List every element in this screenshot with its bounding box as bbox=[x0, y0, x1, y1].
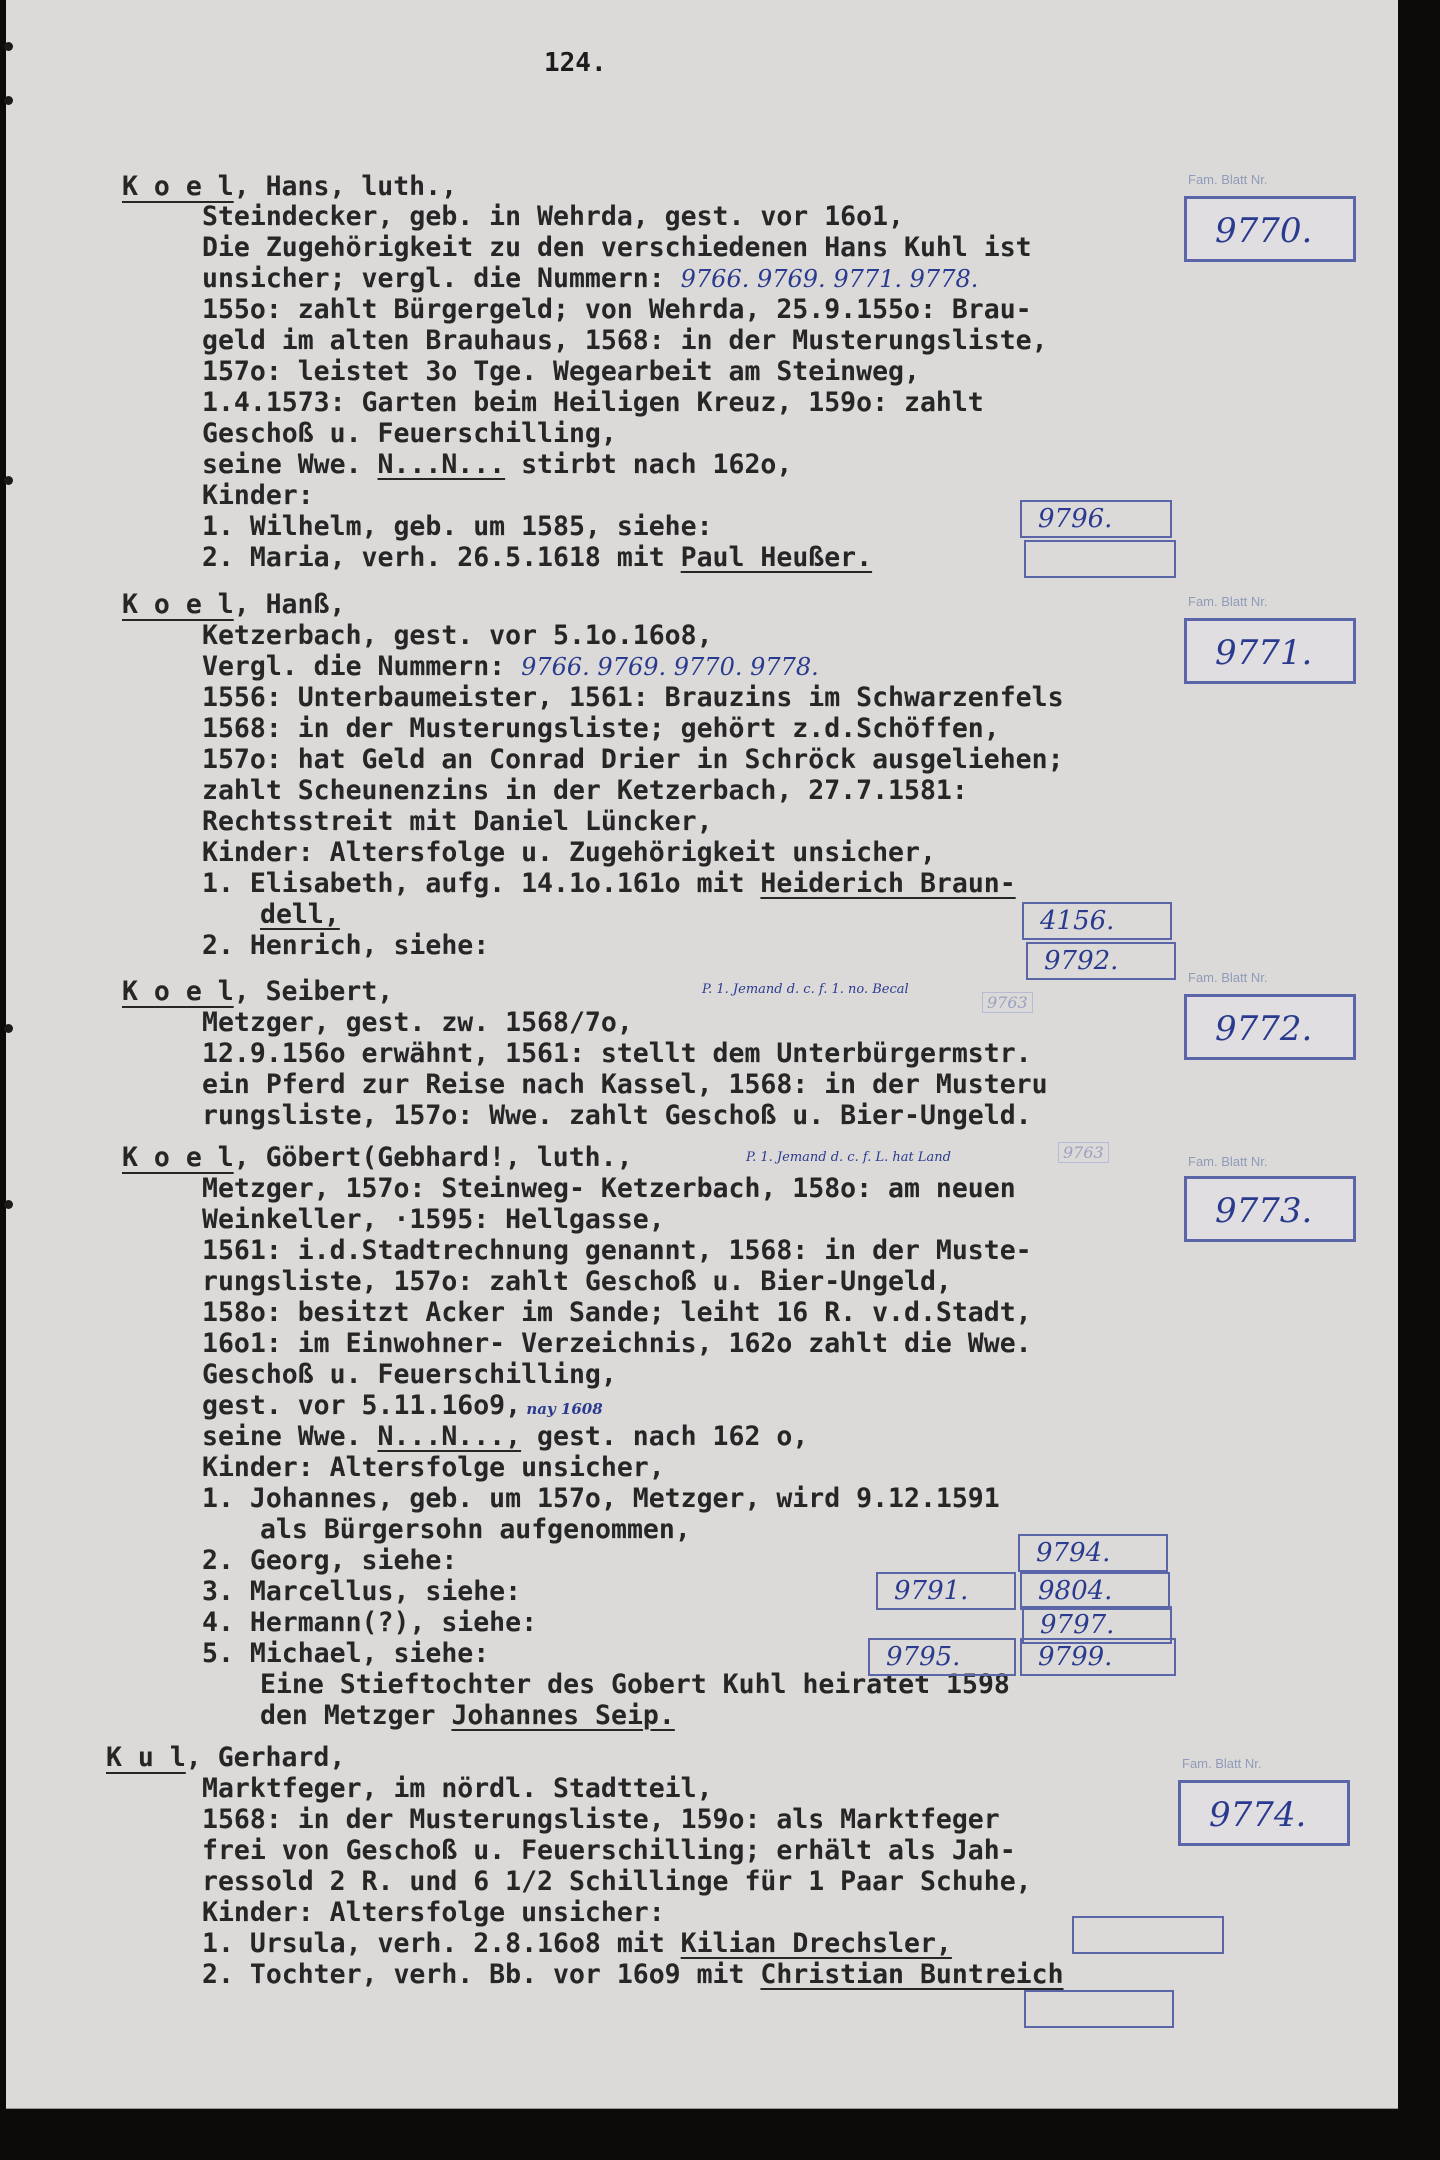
child-ref-box: 9791. bbox=[876, 1572, 1016, 1610]
entry-line: unsicher; vergl. die Nummern: 9766. 9769. 9771. 9778. bbox=[202, 263, 979, 294]
entry-line: Ketzerbach, gest. vor 5.1o.16o8, bbox=[202, 620, 713, 651]
fam-blatt-label: Fam. Blatt Nr. bbox=[1182, 1756, 1262, 1771]
child-ref-box: 9799. bbox=[1020, 1638, 1176, 1676]
entry-line: 3. Marcellus, siehe: bbox=[202, 1576, 522, 1607]
entry-line: 2. Georg, siehe: bbox=[202, 1545, 458, 1576]
entry-line: gest. vor 5.11.16o9, nay 1608 bbox=[202, 1390, 603, 1421]
entry-line: 4. Hermann(?), siehe: bbox=[202, 1607, 538, 1638]
entry-line: 1.4.1573: Garten beim Heiligen Kreuz, 159o: zahlt bbox=[202, 387, 984, 418]
entry-line: Marktfeger, im nördl. Stadtteil, bbox=[202, 1773, 713, 1804]
entry-line: 155o: zahlt Bürgergeld; von Wehrda, 25.9.155o: Brau- bbox=[202, 294, 1032, 325]
punch-hole bbox=[4, 1024, 13, 1033]
fam-blatt-box: 9773. bbox=[1184, 1176, 1356, 1242]
child-ref-box bbox=[1024, 1990, 1174, 2028]
entry-line: Vergl. die Nummern: 9766. 9769. 9770. 9778. bbox=[202, 651, 819, 682]
entry-line: als Bürgersohn aufgenommen, bbox=[260, 1514, 691, 1545]
child-ref-box: 9804. bbox=[1020, 1572, 1170, 1610]
entry-line: rungsliste, 157o: zahlt Geschoß u. Bier-Ungeld, bbox=[202, 1266, 952, 1297]
entry-line: ressold 2 R. und 6 1/2 Schillinge für 1 Paar Schuhe, bbox=[202, 1866, 1032, 1897]
entry-line: Eine Stieftochter des Gobert Kuhl heiratet 1598 bbox=[260, 1669, 1010, 1700]
entry-heading: K o e l, Seibert, bbox=[122, 976, 394, 1007]
punch-hole bbox=[4, 42, 13, 51]
punch-hole bbox=[4, 1200, 13, 1209]
fam-blatt-label: Fam. Blatt Nr. bbox=[1188, 1154, 1268, 1169]
entry-line: 1. Wilhelm, geb. um 1585, siehe: bbox=[202, 511, 713, 542]
faint-reference: 9763 bbox=[982, 992, 1033, 1013]
entry-line: Kinder: Altersfolge unsicher, bbox=[202, 1452, 665, 1483]
entry-line: Geschoß u. Feuerschilling, bbox=[202, 418, 617, 449]
entry-line: 2. Tochter, verh. Bb. vor 16o9 mit Christian Buntreich bbox=[202, 1959, 1064, 1990]
child-ref-box: 9794. bbox=[1018, 1534, 1168, 1572]
child-ref-box: 9792. bbox=[1026, 942, 1176, 980]
entry-line: Metzger, 157o: Steinweg- Ketzerbach, 158o: am neuen bbox=[202, 1173, 1016, 1204]
entry-line: 1568: in der Musterungsliste, 159o: als Marktfeger bbox=[202, 1804, 1000, 1835]
entry-line: zahlt Scheunenzins in der Ketzerbach, 27.7.1581: bbox=[202, 775, 968, 806]
entry-line: geld im alten Brauhaus, 1568: in der Musterungsliste, bbox=[202, 325, 1048, 356]
punch-hole bbox=[4, 476, 13, 485]
entry-line: Kinder: Altersfolge u. Zugehörigkeit unsicher, bbox=[202, 837, 936, 868]
handwritten-note: P. 1. Jemand d. c. f. L. hat Land bbox=[746, 1150, 951, 1165]
entry-line: 158o: besitzt Acker im Sande; leiht 16 R. v.d.Stadt, bbox=[202, 1297, 1032, 1328]
fam-blatt-box: 9771. bbox=[1184, 618, 1356, 684]
fam-blatt-label: Fam. Blatt Nr. bbox=[1188, 970, 1268, 985]
child-ref-box: 9795. bbox=[868, 1638, 1016, 1676]
fam-blatt-label: Fam. Blatt Nr. bbox=[1188, 594, 1268, 609]
entry-line: 2. Maria, verh. 26.5.1618 mit Paul Heußer. bbox=[202, 542, 873, 573]
punch-hole bbox=[4, 96, 13, 105]
entry-line: Rechtsstreit mit Daniel Lüncker, bbox=[202, 806, 713, 837]
entry-line: 2. Henrich, siehe: bbox=[202, 930, 490, 961]
entry-line: frei von Geschoß u. Feuerschilling; erhält als Jah- bbox=[202, 1835, 1016, 1866]
entry-heading: K o e l, Hanß, bbox=[122, 589, 346, 620]
entry-line: 16o1: im Einwohner- Verzeichnis, 162o zahlt die Wwe. bbox=[202, 1328, 1032, 1359]
entry-line: 1556: Unterbaumeister, 1561: Brauzins im Schwarzenfels bbox=[202, 682, 1064, 713]
entry-line: Geschoß u. Feuerschilling, bbox=[202, 1359, 617, 1390]
entry-line: seine Wwe. N...N... stirbt nach 162o, bbox=[202, 449, 793, 480]
entry-line: Steindecker, geb. in Wehrda, gest. vor 16o1, bbox=[202, 201, 904, 232]
entry-line: rungsliste, 157o: Wwe. zahlt Geschoß u. Bier-Ungeld. bbox=[202, 1100, 1032, 1131]
child-ref-box: 9796. bbox=[1020, 500, 1172, 538]
fam-blatt-box: 9770. bbox=[1184, 196, 1356, 262]
entry-line: Metzger, gest. zw. 1568/7o, bbox=[202, 1007, 633, 1038]
faint-reference: 9763 bbox=[1058, 1142, 1109, 1163]
entry-line: 157o: leistet 3o Tge. Wegearbeit am Steinweg, bbox=[202, 356, 920, 387]
entry-heading: K u l, Gerhard, bbox=[106, 1742, 346, 1773]
page-number: 124. bbox=[544, 48, 607, 78]
entry-line: Kinder: Altersfolge unsicher: bbox=[202, 1897, 665, 1928]
entry-line: dell, bbox=[260, 899, 340, 930]
entry-line: ein Pferd zur Reise nach Kassel, 1568: in der Musteru bbox=[202, 1069, 1048, 1100]
document-page bbox=[6, 0, 1398, 2109]
entry-line: seine Wwe. N...N..., gest. nach 162 o, bbox=[202, 1421, 809, 1452]
entry-line: 1. Elisabeth, aufg. 14.1o.161o mit Heiderich Braun- bbox=[202, 868, 1016, 899]
entry-line: 1568: in der Musterungsliste; gehört z.d.Schöffen, bbox=[202, 713, 1000, 744]
entry-line: 1. Johannes, geb. um 157o, Metzger, wird 9.12.1591 bbox=[202, 1483, 1000, 1514]
entry-heading: K o e l, Hans, luth., bbox=[122, 171, 458, 202]
entry-line: Weinkeller, ·1595: Hellgasse, bbox=[202, 1204, 665, 1235]
entry-line: Die Zugehörigkeit zu den verschiedenen Hans Kuhl ist bbox=[202, 232, 1032, 263]
entry-line: 1561: i.d.Stadtrechnung genannt, 1568: in der Muste- bbox=[202, 1235, 1032, 1266]
entry-line: 5. Michael, siehe: bbox=[202, 1638, 490, 1669]
entry-heading: K o e l, Göbert(Gebhard!, luth., bbox=[122, 1142, 633, 1173]
fam-blatt-label: Fam. Blatt Nr. bbox=[1188, 172, 1268, 187]
entry-line: den Metzger Johannes Seip. bbox=[260, 1700, 675, 1731]
child-ref-box: 4156. bbox=[1022, 902, 1172, 940]
fam-blatt-box: 9772. bbox=[1184, 994, 1356, 1060]
child-ref-box: 9797. bbox=[1022, 1606, 1172, 1644]
child-ref-box bbox=[1072, 1916, 1224, 1954]
entry-line: Kinder: bbox=[202, 480, 314, 511]
handwritten-note: P. 1. Jemand d. c. f. 1. no. Becal bbox=[702, 982, 909, 997]
entry-line: 12.9.156o erwähnt, 1561: stellt dem Unterbürgermstr. bbox=[202, 1038, 1032, 1069]
entry-line: 1. Ursula, verh. 2.8.16o8 mit Kilian Drechsler, bbox=[202, 1928, 952, 1959]
entry-line: 157o: hat Geld an Conrad Drier in Schröck ausgeliehen; bbox=[202, 744, 1064, 775]
child-ref-box bbox=[1024, 540, 1176, 578]
fam-blatt-box: 9774. bbox=[1178, 1780, 1350, 1846]
